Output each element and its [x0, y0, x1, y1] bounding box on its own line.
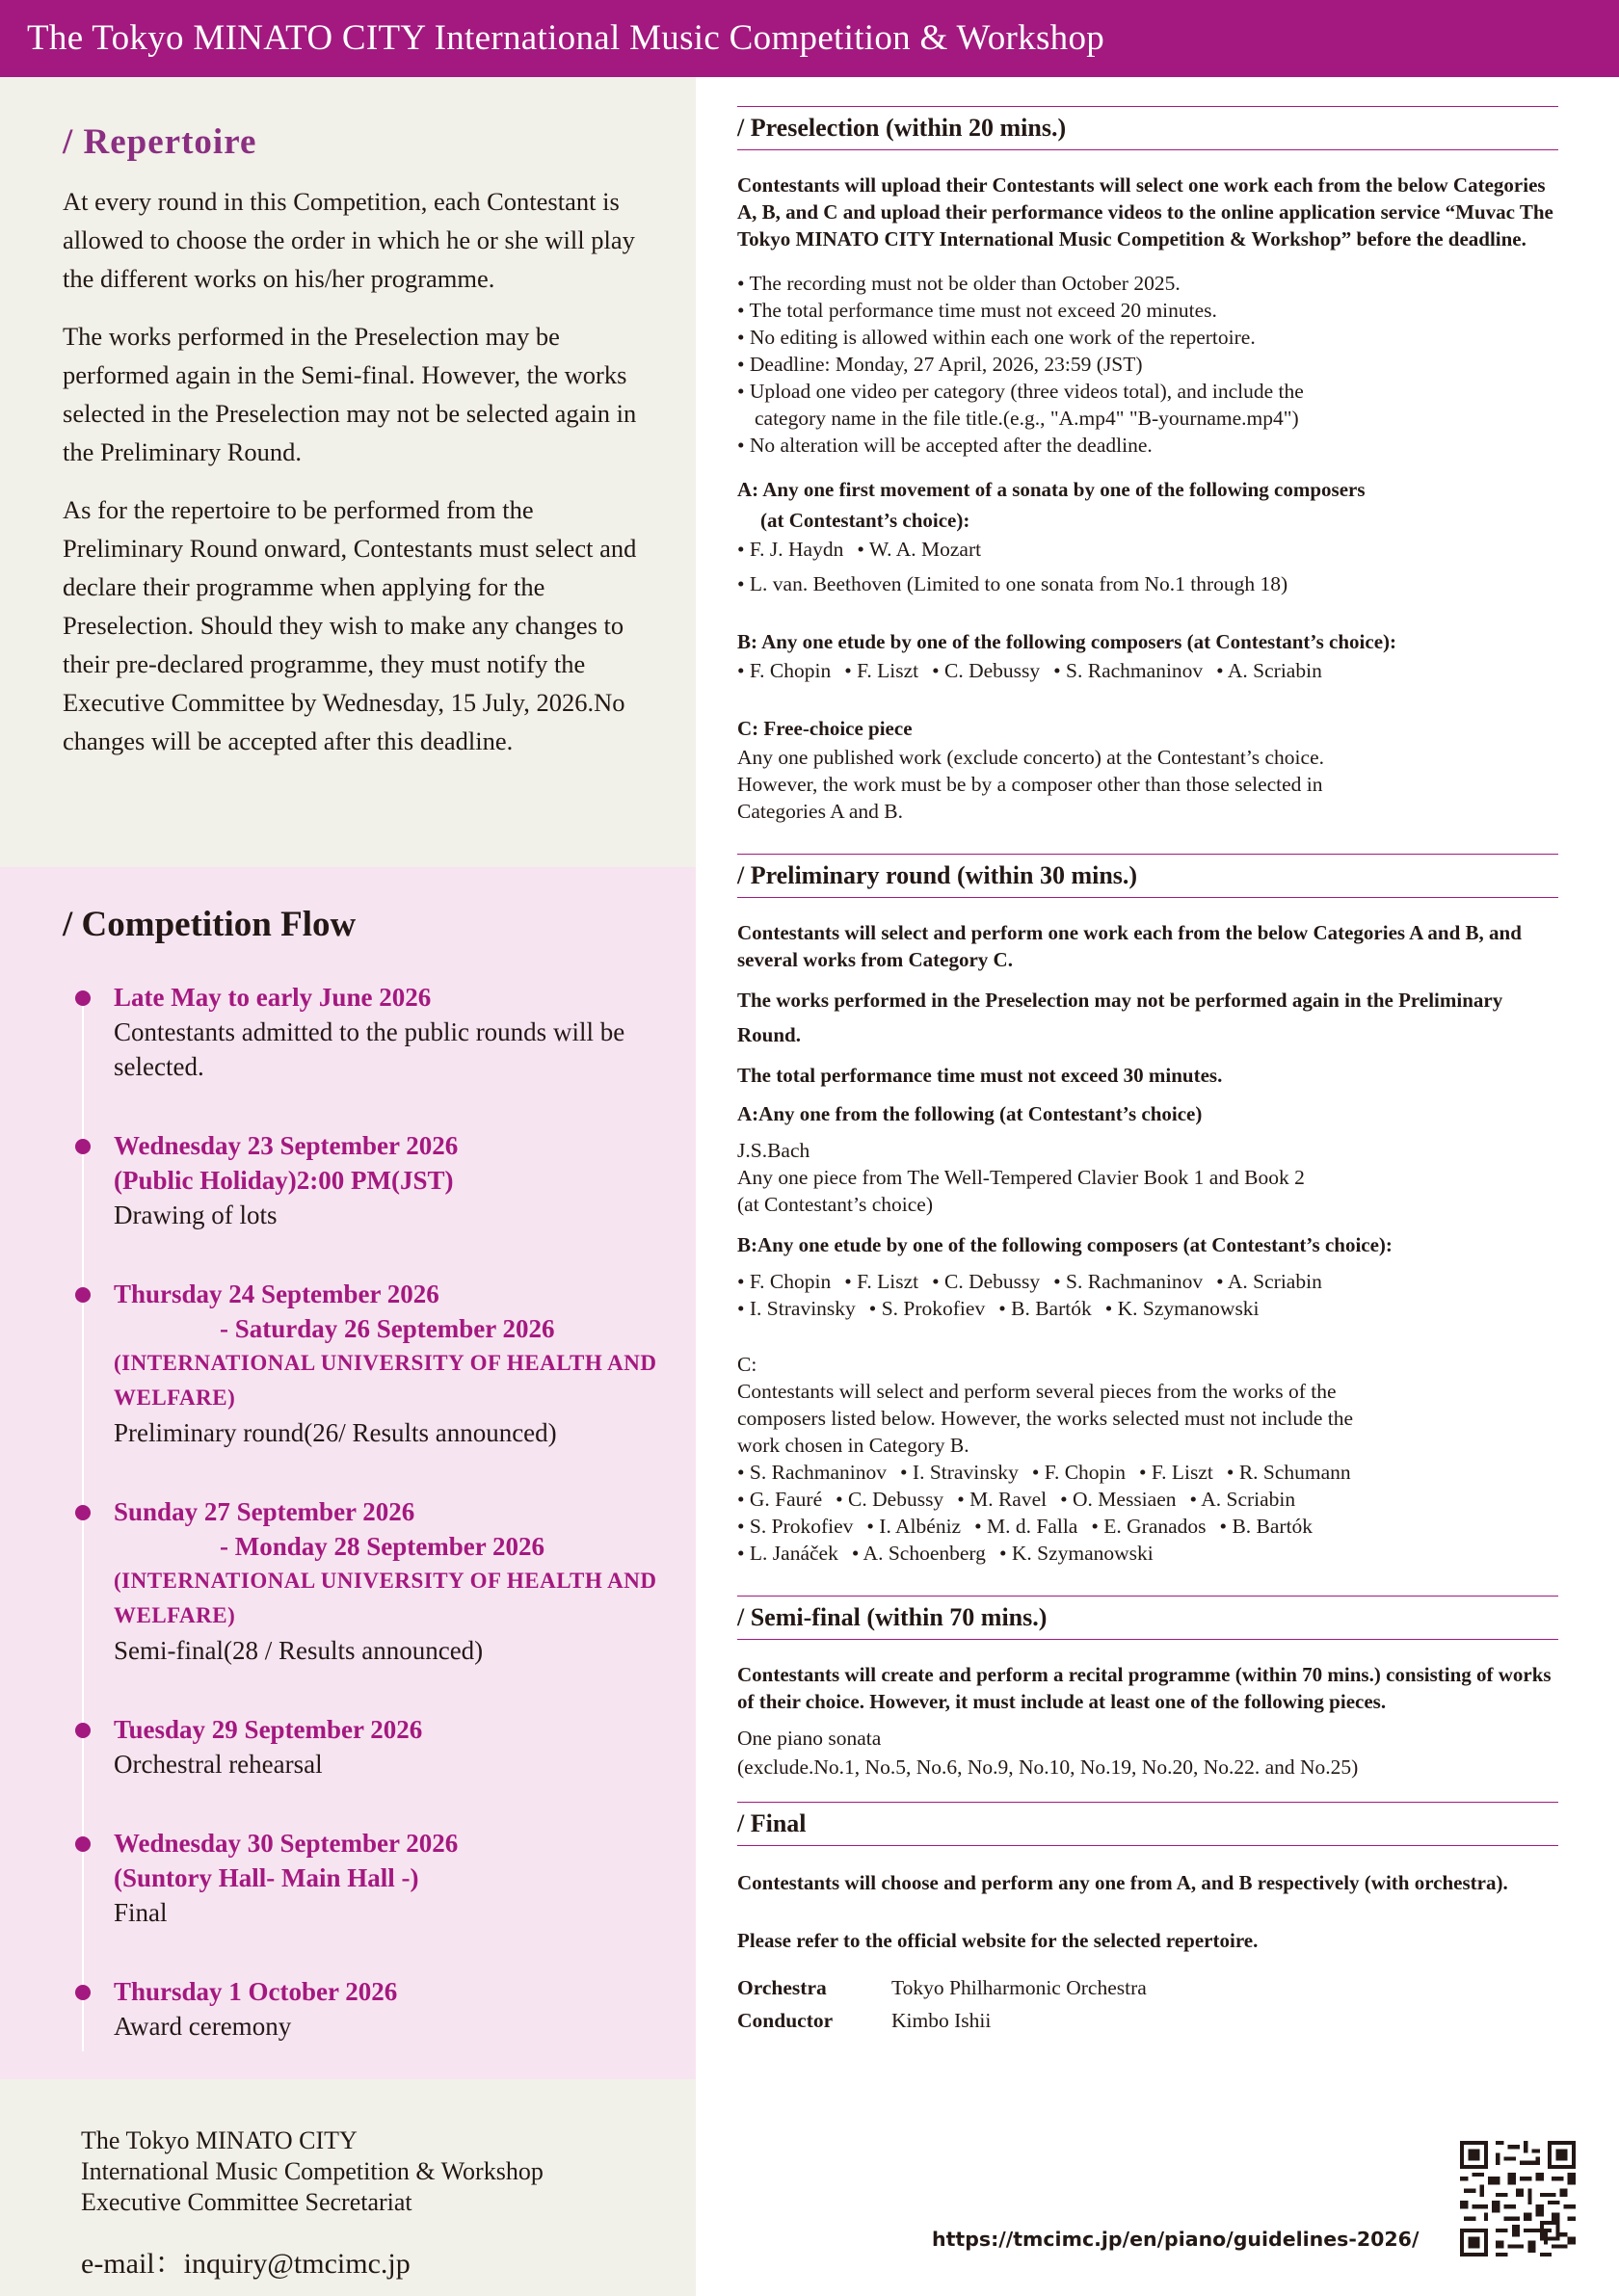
- category-a-heading: (at Contestant’s choice):: [760, 509, 970, 532]
- timeline-date: Thursday 24 September 2026: [114, 1280, 439, 1308]
- category-c-text: work chosen in Category B.: [737, 1434, 969, 1457]
- timeline-desc: Drawing of lots: [114, 1201, 278, 1229]
- timeline-date-detail: (Public Holiday)2:00 PM(JST): [114, 1166, 454, 1195]
- timeline-venue: (INTERNATIONAL UNIVERSITY OF HEALTH AND WELFARE): [114, 1351, 657, 1410]
- timeline-dot-icon: [75, 1287, 91, 1303]
- category-a-text: J.S.Bach: [737, 1139, 810, 1162]
- semifinal-heading: / Semi-final (within 70 mins.): [737, 1596, 1558, 1640]
- timeline-date: Wednesday 30 September 2026: [114, 1829, 459, 1858]
- semifinal-text: (exclude.No.1, No.5, No.6, No.9, No.10, No.19, No.20, No.22. and No.25): [737, 1755, 1359, 1779]
- preliminary-intro: The total performance time must not exceed 30 minutes.: [737, 1064, 1223, 1087]
- timeline: [63, 980, 696, 2044]
- category-c-text: However, the work must be by a composer other than those selected in: [737, 773, 1323, 796]
- final-heading: / Final: [737, 1802, 1558, 1846]
- rounds-column: [737, 106, 1558, 2037]
- timeline-venue: (INTERNATIONAL UNIVERSITY OF HEALTH AND WELFARE): [114, 1569, 657, 1627]
- secretariat-name: International Music Competition & Workshop: [81, 2157, 544, 2185]
- timeline-desc: Final: [114, 1898, 168, 1927]
- timeline-desc: Contestants admitted to the public rounds will be selected.: [114, 1017, 625, 1081]
- timeline-date-end: - Saturday 26 September 2026: [220, 1314, 555, 1343]
- category-c-heading: C:: [737, 1353, 757, 1376]
- category-c-text: Any one published work (exclude concerto) at the Contestant’s choice.: [737, 746, 1324, 769]
- timeline-date: Late May to early June 2026: [114, 983, 432, 1012]
- timeline-item: [63, 1712, 699, 1781]
- category-b-heading: B:Any one etude by one of the following composers (at Contestant’s choice):: [737, 1233, 1393, 1256]
- contact-email[interactable]: e-mail：inquiry@tmcimc.jp: [81, 2248, 411, 2280]
- timeline-desc: Preliminary round(26/ Results announced): [114, 1418, 557, 1447]
- category-a-text: (at Contestant’s choice): [737, 1193, 933, 1216]
- secretariat-name: The Tokyo MINATO CITY: [81, 2126, 358, 2154]
- composer-list: • S. Rachmaninov • I. Stravinsky • F. Chopin • F. Liszt • R. Schumann: [737, 1461, 1351, 1484]
- timeline-item: [63, 1826, 699, 1930]
- timeline-dot-icon: [75, 1723, 91, 1738]
- timeline-date-detail: (Suntory Hall- Main Hall -): [114, 1863, 419, 1892]
- semifinal-intro: Contestants will create and perform a recital programme (within 70 mins.) consisting of works of their choice. However, it must include at least one of the following pieces.: [737, 1663, 1552, 1713]
- rule-item: • Upload one video per category (three videos total), and include the: [737, 380, 1304, 403]
- timeline-item: [63, 1128, 699, 1232]
- qr-code-icon: [1460, 2141, 1576, 2256]
- rule-item: • The recording must not be older than October 2025.: [737, 272, 1181, 295]
- category-b-heading: B: Any one etude by one of the following composers (at Contestant’s choice):: [737, 630, 1396, 653]
- timeline-item: [63, 1974, 699, 2044]
- category-a-heading: A: Any one first movement of a sonata by one of the following composers: [737, 478, 1366, 501]
- repertoire-panel: [0, 77, 696, 867]
- semifinal-text: One piano sonata: [737, 1727, 882, 1750]
- timeline-desc: Orchestral rehearsal: [114, 1750, 323, 1779]
- timeline-date: Wednesday 23 September 2026: [114, 1131, 459, 1160]
- composer-list: • L. van. Beethoven (Limited to one sonata from No.1 through 18): [737, 572, 1288, 595]
- credit-orchestra: Orchestra Tokyo Philharmonic Orchestra: [737, 1976, 1147, 1999]
- preliminary-heading: / Preliminary round (within 30 mins.): [737, 854, 1558, 898]
- category-a-heading: A:Any one from the following (at Contestant’s choice): [737, 1102, 1203, 1125]
- competition-flow-panel: [0, 867, 696, 2079]
- timeline-date: Sunday 27 September 2026: [114, 1497, 415, 1526]
- preliminary-intro: Contestants will select and perform one work each from the below Categories A and B, and several works from Category C.: [737, 921, 1522, 971]
- repertoire-paragraph: As for the repertoire to be performed from the Preliminary Round onward, Contestants must select and declare their programme when applying for the Preselection. Should they wish to make any changes to their pre-declared programme, they must notify the Executive Committee by Wednesday, 15 July, 2026.No changes will be accepted after this deadline.: [63, 495, 637, 755]
- competition-flow-title: / Competition Flow: [63, 905, 357, 944]
- timeline-dot-icon: [75, 1139, 91, 1154]
- credit-conductor: Conductor Kimbo Ishii: [737, 2009, 992, 2032]
- timeline-dot-icon: [75, 990, 91, 1006]
- composer-list: • I. Stravinsky • S. Prokofiev • B. Bartók • K. Szymanowski: [737, 1297, 1260, 1320]
- category-a-text: Any one piece from The Well-Tempered Clavier Book 1 and Book 2: [737, 1166, 1305, 1189]
- composer-list: • G. Fauré • C. Debussy • M. Ravel • O. Messiaen • A. Scriabin: [737, 1488, 1296, 1511]
- final-intro: Contestants will choose and perform any one from A, and B respectively (with orchestra).: [737, 1871, 1508, 1894]
- rule-item: category name in the file title.(e.g., "A.mp4" "B-yourname.mp4"): [755, 407, 1299, 430]
- timeline-desc: Semi-final(28 / Results announced): [114, 1636, 484, 1665]
- preselection-intro: Contestants will upload their Contestants will select one work each from the below Categories A, B, and C and upload their performance videos to the online application service “Muvac The Tokyo MINATO CITY International Music Competition & Workshop” before the deadline.: [737, 173, 1553, 251]
- composer-list: • F. Chopin • F. Liszt • C. Debussy • S. Rachmaninov • A. Scriabin: [737, 659, 1322, 682]
- website-link[interactable]: https://tmcimc.jp/en/piano/guidelines-2026/: [932, 2228, 1420, 2251]
- category-c-text: Contestants will select and perform several pieces from the works of the: [737, 1380, 1337, 1403]
- secretariat-name: Executive Committee Secretariat: [81, 2188, 412, 2216]
- composer-list: • L. Janáček • A. Schoenberg • K. Szymanowski: [737, 1542, 1154, 1565]
- composer-list: • F. Chopin • F. Liszt • C. Debussy • S. Rachmaninov • A. Scriabin: [737, 1270, 1322, 1293]
- secretariat-panel: [0, 2079, 696, 2296]
- category-c-text: Categories A and B.: [737, 800, 903, 823]
- repertoire-paragraph: At every round in this Competition, each Contestant is allowed to choose the order in which he or she will play the different works on his/her programme.: [63, 187, 635, 293]
- preliminary-intro: The works performed in the Preselection may not be performed again in the Preliminary Round.: [737, 989, 1503, 1046]
- rule-item: • Deadline: Monday, 27 April, 2026, 23:59 (JST): [737, 353, 1143, 376]
- timeline-desc: Award ceremony: [114, 2012, 292, 2041]
- timeline-dot-icon: [75, 1505, 91, 1520]
- timeline-dot-icon: [75, 1985, 91, 2000]
- timeline-item: [63, 1277, 699, 1450]
- timeline-dot-icon: [75, 1836, 91, 1852]
- category-c-heading: C: Free-choice piece: [737, 717, 913, 740]
- composer-list: • S. Prokofiev • I. Albéniz • M. d. Falla • E. Granados • B. Bartók: [737, 1515, 1314, 1538]
- timeline-date: Tuesday 29 September 2026: [114, 1715, 423, 1744]
- timeline-date-end: - Monday 28 September 2026: [220, 1532, 544, 1561]
- category-c-text: composers listed below. However, the works selected must not include the: [737, 1407, 1354, 1430]
- preselection-heading: / Preselection (within 20 mins.): [737, 106, 1558, 150]
- repertoire-title: / Repertoire: [63, 122, 257, 162]
- rule-item: • No alteration will be accepted after the deadline.: [737, 434, 1153, 457]
- page-banner: The Tokyo MINATO CITY International Music Competition & Workshop: [0, 0, 1619, 77]
- timeline-date: Thursday 1 October 2026: [114, 1977, 398, 2006]
- repertoire-paragraph: The works performed in the Preselection may be performed again in the Semi-final. However, the works selected in the Preselection may not be selected again in the Preliminary Round.: [63, 322, 637, 466]
- rule-item: • The total performance time must not exceed 20 minutes.: [737, 299, 1217, 322]
- rule-item: • No editing is allowed within each one work of the repertoire.: [737, 326, 1256, 349]
- composer-list: • F. J. Haydn • W. A. Mozart: [737, 538, 982, 561]
- timeline-item: [63, 1494, 699, 1668]
- final-refer: Please refer to the official website for the selected repertoire.: [737, 1929, 1259, 1952]
- timeline-item: [63, 980, 699, 1084]
